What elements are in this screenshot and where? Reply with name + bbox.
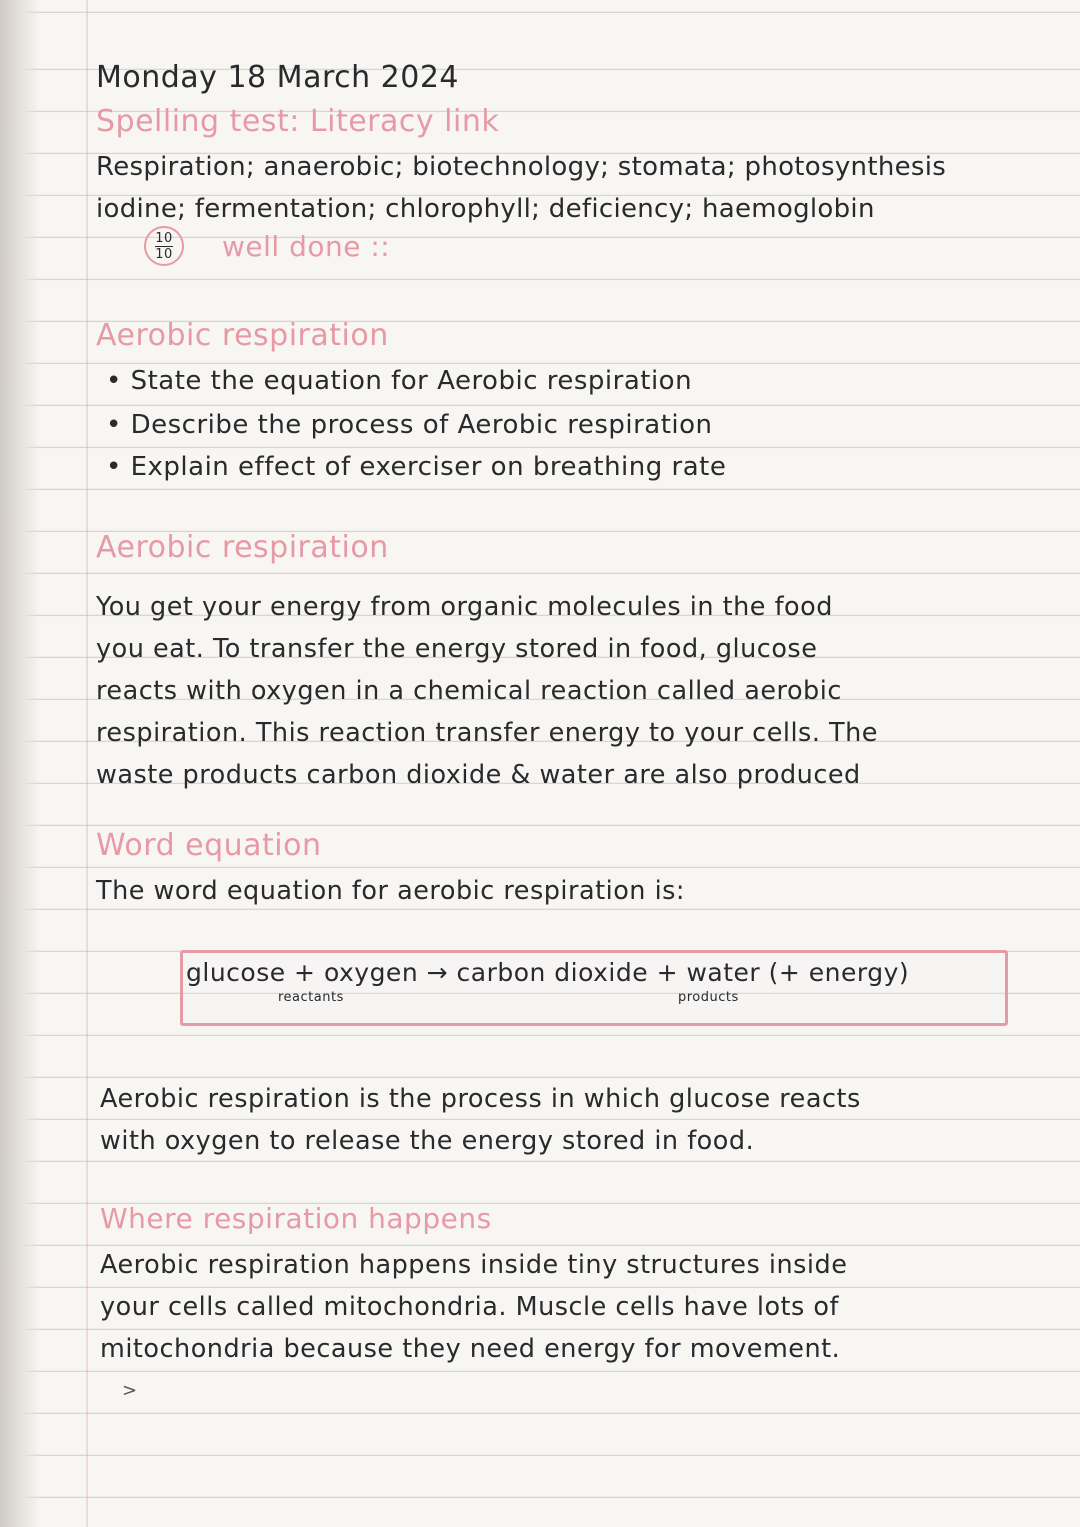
margin-line [86, 0, 88, 1527]
aerobic-paragraph-line: reacts with oxygen in a chemical reaction called aerobic [96, 676, 842, 706]
objective-item: • State the equation for Aerobic respiration [106, 366, 693, 396]
page-binding-shadow [0, 0, 40, 1527]
score-denominator: 10 [155, 246, 173, 262]
where-paragraph-line: mitochondria because they need energy for movement. [100, 1334, 841, 1364]
definition-line-1: Aerobic respiration is the process in which glucose reacts [100, 1084, 861, 1114]
score-circle [144, 226, 184, 266]
where-paragraph-line: your cells called mitochondria. Muscle cells have lots of [100, 1292, 840, 1322]
word-equation-heading: Word equation [96, 828, 322, 863]
where-paragraph-line: Aerobic respiration happens inside tiny structures inside [100, 1250, 848, 1280]
objective-item: • Describe the process of Aerobic respiration [106, 410, 713, 440]
aerobic-section-heading: Aerobic respiration [96, 530, 389, 565]
caret-mark: > [122, 1380, 138, 1401]
objective-item: • Explain effect of exerciser on breathing rate [106, 452, 727, 482]
definition-line-2: with oxygen to release the energy stored in food. [100, 1126, 755, 1156]
reactants-label: reactants [278, 990, 344, 1005]
aerobic-paragraph-line: respiration. This reaction transfer energy to your cells. The [96, 718, 878, 748]
spelling-words-line-2: iodine; fermentation; chlorophyll; deficiency; haemoglobin [96, 194, 875, 224]
spelling-test-title: Spelling test: Literacy link [96, 104, 500, 139]
objectives-heading: Aerobic respiration [96, 318, 389, 353]
teacher-comment: well done :: [222, 230, 391, 263]
date-heading: Monday 18 March 2024 [96, 60, 460, 95]
aerobic-paragraph-line: waste products carbon dioxide & water are also produced [96, 760, 861, 790]
spelling-words-line-1: Respiration; anaerobic; biotechnology; stomata; photosynthesis [96, 152, 947, 182]
score-numerator: 10 [155, 230, 173, 246]
equation-text: glucose + oxygen → carbon dioxide + water (+ energy) [186, 958, 910, 987]
aerobic-paragraph-line: you eat. To transfer the energy stored in food, glucose [96, 634, 818, 664]
aerobic-paragraph-line: You get your energy from organic molecules in the food [96, 592, 833, 622]
where-heading: Where respiration happens [100, 1202, 492, 1235]
products-label: products [678, 990, 739, 1005]
word-equation-intro: The word equation for aerobic respiration is: [96, 876, 686, 906]
